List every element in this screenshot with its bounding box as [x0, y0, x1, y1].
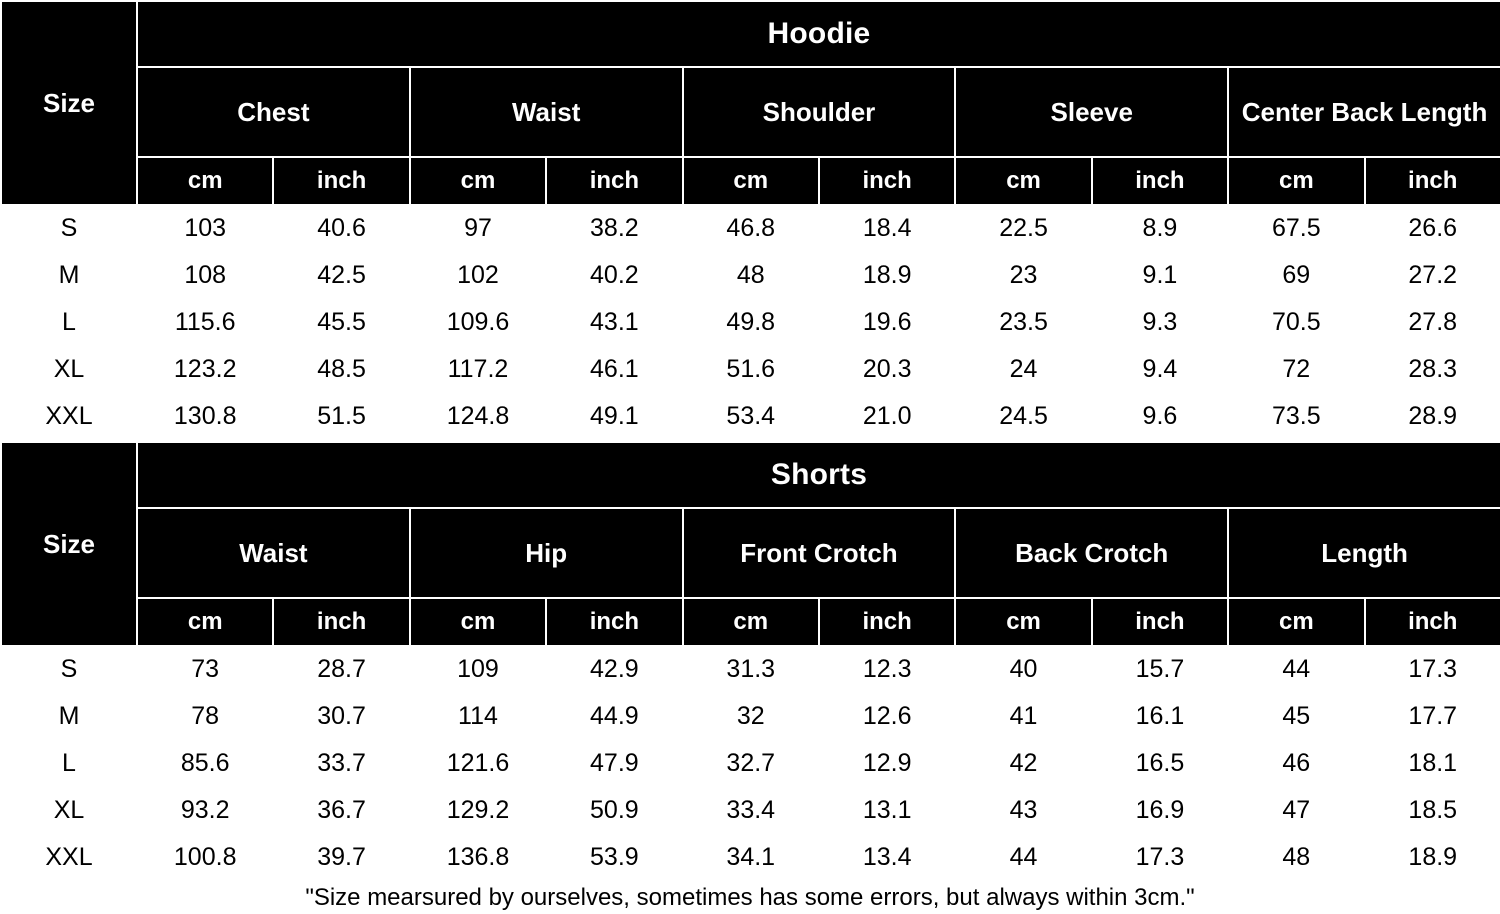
hoodie-row-2-val-5: 19.6 [819, 299, 955, 346]
shorts-row-0-val-4: 31.3 [683, 646, 819, 693]
shorts-row-3-val-6: 43 [955, 787, 1091, 834]
shorts-row-1-val-6: 41 [955, 693, 1091, 740]
hoodie-row-3-val-3: 46.1 [546, 346, 682, 393]
hoodie-row-1-val-9: 27.2 [1365, 252, 1500, 299]
hoodie-row-3-val-4: 51.6 [683, 346, 819, 393]
shorts-group-length: Length [1228, 508, 1500, 598]
shorts-row-3-val-9: 18.5 [1365, 787, 1500, 834]
hoodie-row-3-val-2: 117.2 [410, 346, 546, 393]
shorts-row-4-val-2: 136.8 [410, 834, 546, 881]
table-row [1, 693, 1500, 740]
shorts-row-2-val-2: 121.6 [410, 740, 546, 787]
hoodie-unit-2: cm [410, 157, 546, 205]
hoodie-row-4-val-8: 73.5 [1228, 393, 1364, 440]
shorts-unit-5: inch [819, 598, 955, 646]
shorts-row-3-val-8: 47 [1228, 787, 1364, 834]
table-row [1, 787, 1500, 834]
shorts-group-back-crotch: Back Crotch [955, 508, 1228, 598]
hoodie-row-1-val-0: 108 [137, 252, 273, 299]
shorts-row-1-val-1: 30.7 [273, 693, 409, 740]
shorts-row-3-val-7: 16.9 [1092, 787, 1228, 834]
hoodie-row-4-val-5: 21.0 [819, 393, 955, 440]
shorts-row-4-val-7: 17.3 [1092, 834, 1228, 881]
shorts-row-3-val-0: 93.2 [137, 787, 273, 834]
hoodie-row-0-val-3: 38.2 [546, 205, 682, 252]
hoodie-row-4-val-1: 51.5 [273, 393, 409, 440]
hoodie-row-2-size: L [1, 299, 137, 346]
shorts-row-2-val-9: 18.1 [1365, 740, 1500, 787]
shorts-unit-7: inch [1092, 598, 1228, 646]
shorts-row-1-val-5: 12.6 [819, 693, 955, 740]
hoodie-row-1-val-3: 40.2 [546, 252, 682, 299]
shorts-unit-row [1, 598, 1500, 646]
shorts-row-1-val-7: 16.1 [1092, 693, 1228, 740]
shorts-row-1-val-3: 44.9 [546, 693, 682, 740]
shorts-unit-3: inch [546, 598, 682, 646]
shorts-group-waist: Waist [137, 508, 410, 598]
shorts-row-3-val-1: 36.7 [273, 787, 409, 834]
hoodie-row-2-val-4: 49.8 [683, 299, 819, 346]
hoodie-row-0-val-2: 97 [410, 205, 546, 252]
hoodie-row-4-val-4: 53.4 [683, 393, 819, 440]
hoodie-row-2-val-1: 45.5 [273, 299, 409, 346]
measurement-disclaimer: "Size mearsured by ourselves, sometimes has some errors, but always within 3cm." [0, 882, 1500, 914]
hoodie-row-1-val-8: 69 [1228, 252, 1364, 299]
shorts-row-0-val-8: 44 [1228, 646, 1364, 693]
shorts-row-2-val-1: 33.7 [273, 740, 409, 787]
shorts-row-2-val-6: 42 [955, 740, 1091, 787]
shorts-row-2-val-5: 12.9 [819, 740, 955, 787]
hoodie-row-3-val-0: 123.2 [137, 346, 273, 393]
hoodie-row-1-val-1: 42.5 [273, 252, 409, 299]
hoodie-group-sleeve: Sleeve [955, 67, 1228, 157]
shorts-row-2-size: L [1, 740, 137, 787]
shorts-unit-2: cm [410, 598, 546, 646]
table-row [1, 252, 1500, 299]
hoodie-row-4-size: XXL [1, 393, 137, 440]
hoodie-size-header: Size [1, 1, 137, 205]
shorts-row-1-size: M [1, 693, 137, 740]
hoodie-row-2-val-7: 9.3 [1092, 299, 1228, 346]
shorts-row-1-val-2: 114 [410, 693, 546, 740]
hoodie-row-0-val-0: 103 [137, 205, 273, 252]
shorts-unit-8: cm [1228, 598, 1364, 646]
hoodie-row-4-val-3: 49.1 [546, 393, 682, 440]
shorts-row-2-val-3: 47.9 [546, 740, 682, 787]
shorts-row-3-size: XL [1, 787, 137, 834]
hoodie-row-4-val-9: 28.9 [1365, 393, 1500, 440]
shorts-row-0-val-7: 15.7 [1092, 646, 1228, 693]
hoodie-unit-4: cm [683, 157, 819, 205]
shorts-unit-9: inch [1365, 598, 1500, 646]
shorts-group-front-crotch: Front Crotch [683, 508, 956, 598]
shorts-row-3-val-3: 50.9 [546, 787, 682, 834]
shorts-row-4-val-1: 39.7 [273, 834, 409, 881]
shorts-unit-6: cm [955, 598, 1091, 646]
hoodie-unit-7: inch [1092, 157, 1228, 205]
shorts-row-0-val-2: 109 [410, 646, 546, 693]
hoodie-row-1-val-2: 102 [410, 252, 546, 299]
hoodie-row-3-size: XL [1, 346, 137, 393]
hoodie-row-4-val-2: 124.8 [410, 393, 546, 440]
hoodie-title: Hoodie [137, 1, 1500, 67]
shorts-unit-1: inch [273, 598, 409, 646]
shorts-row-1-val-9: 17.7 [1365, 693, 1500, 740]
shorts-size-header: Size [1, 442, 137, 646]
shorts-row-2-val-4: 32.7 [683, 740, 819, 787]
shorts-row-4-val-8: 48 [1228, 834, 1364, 881]
shorts-unit-0: cm [137, 598, 273, 646]
shorts-row-1-val-0: 78 [137, 693, 273, 740]
shorts-row-4-size: XXL [1, 834, 137, 881]
shorts-row-4-val-0: 100.8 [137, 834, 273, 881]
hoodie-row-2-val-2: 109.6 [410, 299, 546, 346]
hoodie-row-3-val-6: 24 [955, 346, 1091, 393]
shorts-row-3-val-4: 33.4 [683, 787, 819, 834]
hoodie-row-0-val-6: 22.5 [955, 205, 1091, 252]
hoodie-group-shoulder: Shoulder [683, 67, 956, 157]
hoodie-group-center-back-length: Center Back Length [1228, 67, 1500, 157]
table-row [1, 834, 1500, 881]
hoodie-unit-6: cm [955, 157, 1091, 205]
shorts-row-0-val-3: 42.9 [546, 646, 682, 693]
shorts-row-2-val-8: 46 [1228, 740, 1364, 787]
table-row [1, 205, 1500, 252]
hoodie-row-3-val-9: 28.3 [1365, 346, 1500, 393]
shorts-group-hip: Hip [410, 508, 683, 598]
hoodie-row-1-val-4: 48 [683, 252, 819, 299]
shorts-row-1-val-4: 32 [683, 693, 819, 740]
shorts-row-0-val-0: 73 [137, 646, 273, 693]
hoodie-row-3-val-5: 20.3 [819, 346, 955, 393]
hoodie-unit-1: inch [273, 157, 409, 205]
table-row [1, 646, 1500, 693]
hoodie-row-2-val-3: 43.1 [546, 299, 682, 346]
hoodie-row-1-val-7: 9.1 [1092, 252, 1228, 299]
shorts-row-2-val-7: 16.5 [1092, 740, 1228, 787]
hoodie-group-waist: Waist [410, 67, 683, 157]
hoodie-row-0-size: S [1, 205, 137, 252]
hoodie-unit-row [1, 157, 1500, 205]
shorts-row-3-val-5: 13.1 [819, 787, 955, 834]
hoodie-row-0-val-1: 40.6 [273, 205, 409, 252]
hoodie-row-0-val-5: 18.4 [819, 205, 955, 252]
hoodie-row-3-val-1: 48.5 [273, 346, 409, 393]
shorts-title: Shorts [137, 442, 1500, 508]
hoodie-row-1-val-6: 23 [955, 252, 1091, 299]
shorts-row-1-val-8: 45 [1228, 693, 1364, 740]
hoodie-row-0-val-4: 46.8 [683, 205, 819, 252]
hoodie-unit-9: inch [1365, 157, 1500, 205]
shorts-row-0-val-9: 17.3 [1365, 646, 1500, 693]
shorts-row-3-val-2: 129.2 [410, 787, 546, 834]
hoodie-row-2-val-6: 23.5 [955, 299, 1091, 346]
hoodie-row-2-val-8: 70.5 [1228, 299, 1364, 346]
hoodie-row-1-size: M [1, 252, 137, 299]
hoodie-row-2-val-0: 115.6 [137, 299, 273, 346]
shorts-unit-4: cm [683, 598, 819, 646]
shorts-row-0-val-5: 12.3 [819, 646, 955, 693]
hoodie-unit-8: cm [1228, 157, 1364, 205]
hoodie-row-3-val-7: 9.4 [1092, 346, 1228, 393]
hoodie-unit-3: inch [546, 157, 682, 205]
hoodie-row-3-val-8: 72 [1228, 346, 1364, 393]
hoodie-row-2-val-9: 27.8 [1365, 299, 1500, 346]
shorts-row-0-val-1: 28.7 [273, 646, 409, 693]
shorts-row-4-val-4: 34.1 [683, 834, 819, 881]
hoodie-unit-5: inch [819, 157, 955, 205]
table-row [1, 299, 1500, 346]
hoodie-row-4-val-7: 9.6 [1092, 393, 1228, 440]
shorts-row-4-val-3: 53.9 [546, 834, 682, 881]
table-row [1, 346, 1500, 393]
hoodie-row-0-val-7: 8.9 [1092, 205, 1228, 252]
table-row [1, 393, 1500, 440]
table-row [1, 740, 1500, 787]
shorts-size-table [0, 441, 1500, 882]
hoodie-row-0-val-9: 26.6 [1365, 205, 1500, 252]
shorts-row-0-size: S [1, 646, 137, 693]
hoodie-unit-0: cm [137, 157, 273, 205]
shorts-row-4-val-6: 44 [955, 834, 1091, 881]
shorts-row-2-val-0: 85.6 [137, 740, 273, 787]
shorts-row-4-val-9: 18.9 [1365, 834, 1500, 881]
hoodie-row-4-val-0: 130.8 [137, 393, 273, 440]
shorts-row-4-val-5: 13.4 [819, 834, 955, 881]
hoodie-size-table [0, 0, 1500, 441]
hoodie-row-1-val-5: 18.9 [819, 252, 955, 299]
hoodie-group-chest: Chest [137, 67, 410, 157]
hoodie-row-4-val-6: 24.5 [955, 393, 1091, 440]
shorts-row-0-val-6: 40 [955, 646, 1091, 693]
hoodie-row-0-val-8: 67.5 [1228, 205, 1364, 252]
